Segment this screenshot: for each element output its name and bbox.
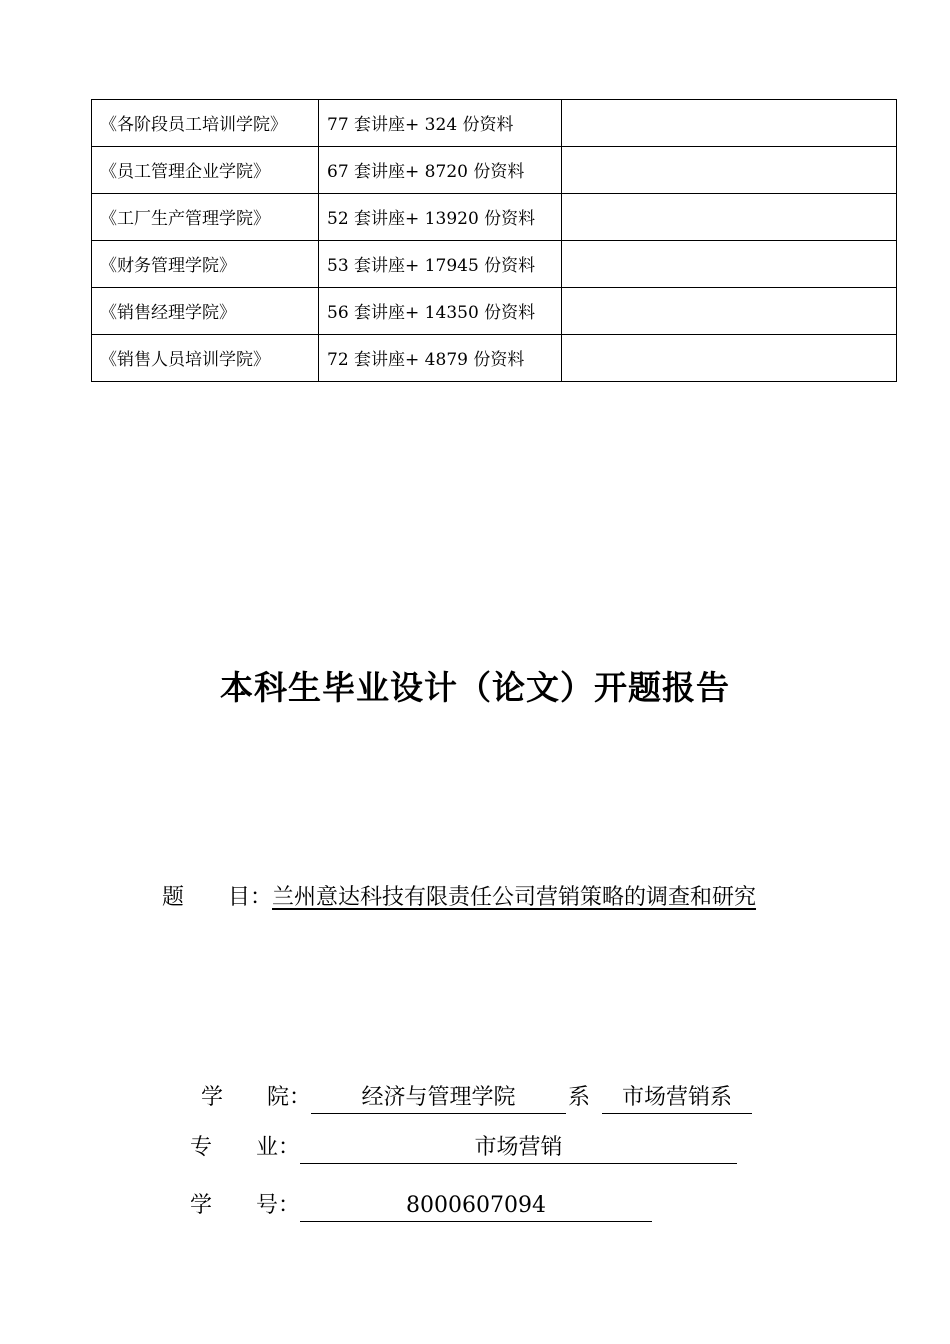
dept-value: 市场营销系	[602, 1083, 752, 1114]
resource-content-cell: 56 套讲座+ 14350 份资料	[319, 288, 562, 335]
resource-note-cell	[562, 100, 897, 147]
topic-row	[162, 880, 756, 911]
resource-name-cell: 《员工管理企业学院》	[92, 147, 319, 194]
table-row	[92, 288, 897, 335]
major-row	[190, 1130, 737, 1164]
resource-name-cell: 《销售人员培训学院》	[92, 335, 319, 382]
topic-value: 兰州意达科技有限责任公司营销策略的调查和研究	[272, 885, 757, 910]
resource-table	[91, 99, 897, 382]
resource-content-cell: 52 套讲座+ 13920 份资料	[319, 194, 562, 241]
college-row	[201, 1080, 752, 1114]
resource-name-cell: 《工厂生产管理学院》	[92, 194, 319, 241]
resource-note-cell	[562, 288, 897, 335]
student-id-row	[190, 1188, 652, 1222]
resource-content-cell: 72 套讲座+ 4879 份资料	[319, 335, 562, 382]
resource-content-cell: 53 套讲座+ 17945 份资料	[319, 241, 562, 288]
resource-name-cell: 《财务管理学院》	[92, 241, 319, 288]
resource-content-cell: 77 套讲座+ 324 份资料	[319, 100, 562, 147]
college-value: 经济与管理学院	[311, 1083, 566, 1114]
student-id-label: 学 号：	[190, 1193, 301, 1218]
table-row	[92, 147, 897, 194]
topic-label: 题 目：	[162, 885, 273, 910]
major-label: 专 业：	[190, 1135, 301, 1160]
student-id-value: 8000607094	[300, 1191, 652, 1222]
table-row	[92, 335, 897, 382]
resource-note-cell	[562, 194, 897, 241]
resource-note-cell	[562, 147, 897, 194]
table-row	[92, 194, 897, 241]
resource-note-cell	[562, 241, 897, 288]
major-value: 市场营销	[300, 1133, 737, 1164]
table-row	[92, 100, 897, 147]
dept-label: 系	[568, 1085, 591, 1110]
table-row	[92, 241, 897, 288]
resource-note-cell	[562, 335, 897, 382]
resource-name-cell: 《各阶段员工培训学院》	[92, 100, 319, 147]
resource-name-cell: 《销售经理学院》	[92, 288, 319, 335]
page-title: 本科生毕业设计（论文）开题报告	[220, 668, 730, 707]
resource-content-cell: 67 套讲座+ 8720 份资料	[319, 147, 562, 194]
college-label: 学 院：	[201, 1085, 312, 1110]
resource-table-body	[92, 100, 897, 382]
